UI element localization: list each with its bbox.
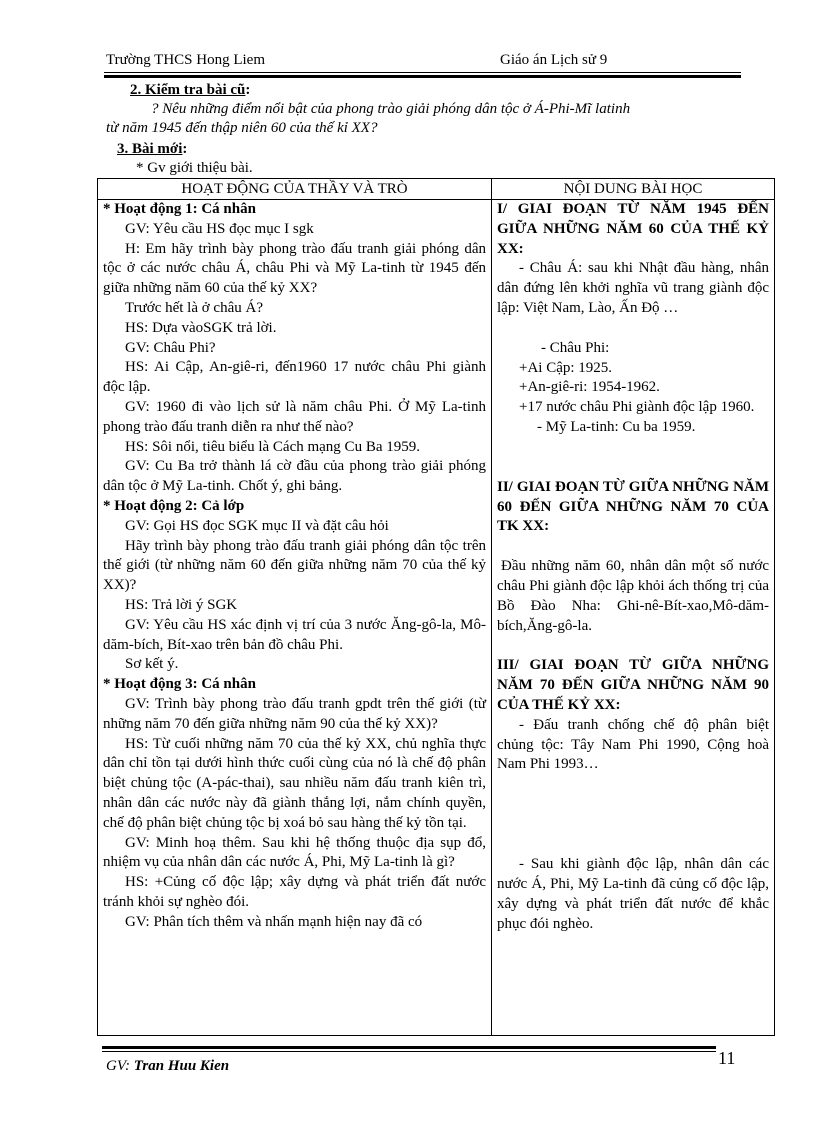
activity-3-line: GV: Phân tích thêm và nhấn mạnh hiện nay đã có (125, 913, 423, 930)
header-subject: Giáo án Lịch sử 9 (500, 52, 608, 68)
content-line: +17 nước châu Phi giành độc lập 1960. (519, 399, 755, 416)
page-number: 11 (718, 1048, 736, 1068)
activity-3-heading: * Hoạt động 3: Cá nhân (103, 676, 256, 693)
activity-2-line: HS: Trả lời ý SGK (125, 596, 238, 613)
left-column-header: HOẠT ĐỘNG CỦA THẦY VÀ TRÒ (98, 179, 492, 200)
activity-2-line: Hãy trình bày phong trào đấu tranh giải phóng dân tộc trên thế giới (từ những năm 60 đến giữa những năm 70 của thế kỷ XX)? (103, 537, 486, 594)
header-rule (104, 72, 741, 73)
activity-3-line: GV: Trình bày phong trào đấu tranh gpdt trên thế giới (từ những năm 70 đến giữa những năm 90 của thế kỷ XX)? (103, 695, 486, 732)
footer-teacher: GV: Tran Huu Kien (106, 1058, 230, 1074)
activity-1-line: GV: Cu Ba trở thành lá cờ đầu của phong trào giải phóng dân tộc ở Mỹ La-tinh. Chốt ý, ghi bảng. (103, 458, 486, 495)
activity-1-line: HS: Dựa vàoSGK trả lời. (125, 319, 277, 336)
content-line: - Đấu tranh chống chế độ phân biệt chủng tộc: Tây Nam Phi 1990, Cộng hoà Nam Phi 1993… (497, 716, 769, 773)
activity-2-line: GV: Gọi HS đọc SGK mục II và đặt câu hỏi (125, 517, 389, 534)
lesson-table (97, 178, 775, 1036)
activity-1-line: GV: 1960 đi vào lịch sử là năm châu Phi. Ở Mỹ La-tinh phong trào đấu tranh diễn ra như thế nào? (103, 398, 486, 435)
header-school: Trường THCS Hong Liem (106, 52, 266, 68)
activity-1-line: GV: Châu Phi? (125, 339, 216, 356)
section-2-heading: II/ GIAI ĐOẠN TỪ GIỮA NHỮNG NĂM 60 ĐẾN GIỮA NHỮNG NĂM 70 CỦA TK XX: (497, 478, 769, 535)
activity-1-line: H: Em hãy trình bày phong trào đấu tranh giải phóng dân tộc ở các nước châu Á, châu Phi và Mỹ La-tinh từ 1945 đến giữa những năm 60 của thế kỷ XX? (103, 240, 486, 297)
content-line: - Châu Phi: (541, 339, 610, 356)
activity-2-line: GV: Yêu cầu HS xác định vị trí của 3 nước Ăng-gô-la, Mô-dăm-bích, Bít-xao trên bản đồ châu Phi. (103, 616, 486, 653)
activity-1-line: HS: Ai Cập, An-giê-ri, đến1960 17 nước châu Phi giành độc lập. (103, 359, 486, 396)
content-line: +An-giê-ri: 1954-1962. (519, 379, 660, 396)
activity-2-heading: * Hoạt động 2: Cả lớp (103, 497, 245, 514)
section-1-heading: I/ GIAI ĐOẠN TỪ NĂM 1945 ĐẾN GIỮA NHỮNG NĂM 60 CỦA THẾ KỶ XX: (497, 201, 769, 257)
teacher-student-activities (98, 200, 492, 1036)
intro-note: * Gv giới thiệu bài. (136, 160, 253, 176)
activity-2-line: Sơ kết ý. (125, 656, 179, 673)
content-line: - Mỹ La-tinh: Cu ba 1959. (537, 418, 696, 435)
lesson-content (492, 200, 775, 1036)
activity-3-line: HS: Từ cuối những năm 70 của thế kỷ XX, chủ nghĩa thực dân chỉ tồn tại dưới hình thức cuối cùng của nó là chế độ phân biệt chủng tộc (A-pác-thai), sau nhiều năm đấu tranh kiên trì, nhân dân các nước này đã giành thắng lợi, nắm chính quyền, chế độ phân biệt chủng tộc bị xoá bỏ sau hàng thế kỷ tồn tại. (103, 735, 486, 831)
activity-1-line: HS: Sôi nổi, tiêu biểu là Cách mạng Cu Ba 1959. (125, 438, 420, 455)
review-question-line1: ? Nêu những điểm nổi bật của phong trào giải phóng dân tộc ở Á-Phi-Mĩ latinh (151, 101, 631, 117)
activity-1-heading: * Hoạt động 1: Cá nhân (103, 201, 256, 217)
content-line: +Ai Cập: 1925. (519, 359, 613, 376)
activity-3-line: GV: Minh hoạ thêm. Sau khi hệ thống thuộc địa sụp đổ, nhiệm vụ của nhân dân các nước Á, Phi, Mỹ La-tinh là gì? (103, 834, 486, 871)
right-column-header: NỘI DUNG BÀI HỌC (492, 179, 775, 200)
activity-3-line: HS: +Củng cố độc lập; xây dựng và phát triển đất nước tránh khỏi sự nghèo đói. (103, 874, 486, 910)
footer-rule-thick (102, 1046, 716, 1049)
content-line: - Sau khi giành độc lập, nhân dân các nước Á, Phi, Mỹ La-tinh đã củng cố độc lập, xây dựng và phát triển đất nước để khắc phục đói nghèo. (497, 856, 769, 932)
new-lesson-heading: 3. Bài mới: (117, 141, 188, 157)
header-rule-thick (104, 75, 741, 78)
review-question-line2: từ năm 1945 đến thập niên 60 của thế kỉ XX? (106, 120, 378, 136)
review-heading: 2. Kiểm tra bài cũ: (130, 82, 251, 98)
activity-1-line: Trước hết là ở châu Á? (125, 299, 263, 316)
content-line: - Châu Á: sau khi Nhật đầu hàng, nhân dân đứng lên khởi nghĩa vũ trang giành độc lập: Việt Nam, Lào, Ấn Độ … (497, 260, 769, 316)
footer-rule (102, 1051, 716, 1052)
section-3-heading: III/ GIAI ĐOẠN TỪ GIỮA NHỮNG NĂM 70 ĐẾN GIỮA NHỮNG NĂM 90 CỦA THẾ KỶ XX: (497, 657, 769, 713)
content-line: Đầu những năm 60, nhân dân một số nước châu Phi giành độc lập khỏi ách thống trị của Bồ Đào Nha: Ghi-nê-Bít-xao,Mô-dăm-bích,Ăng-gô-la. (497, 558, 769, 634)
activity-1-line: GV: Yêu cầu HS đọc mục I sgk (125, 220, 314, 237)
